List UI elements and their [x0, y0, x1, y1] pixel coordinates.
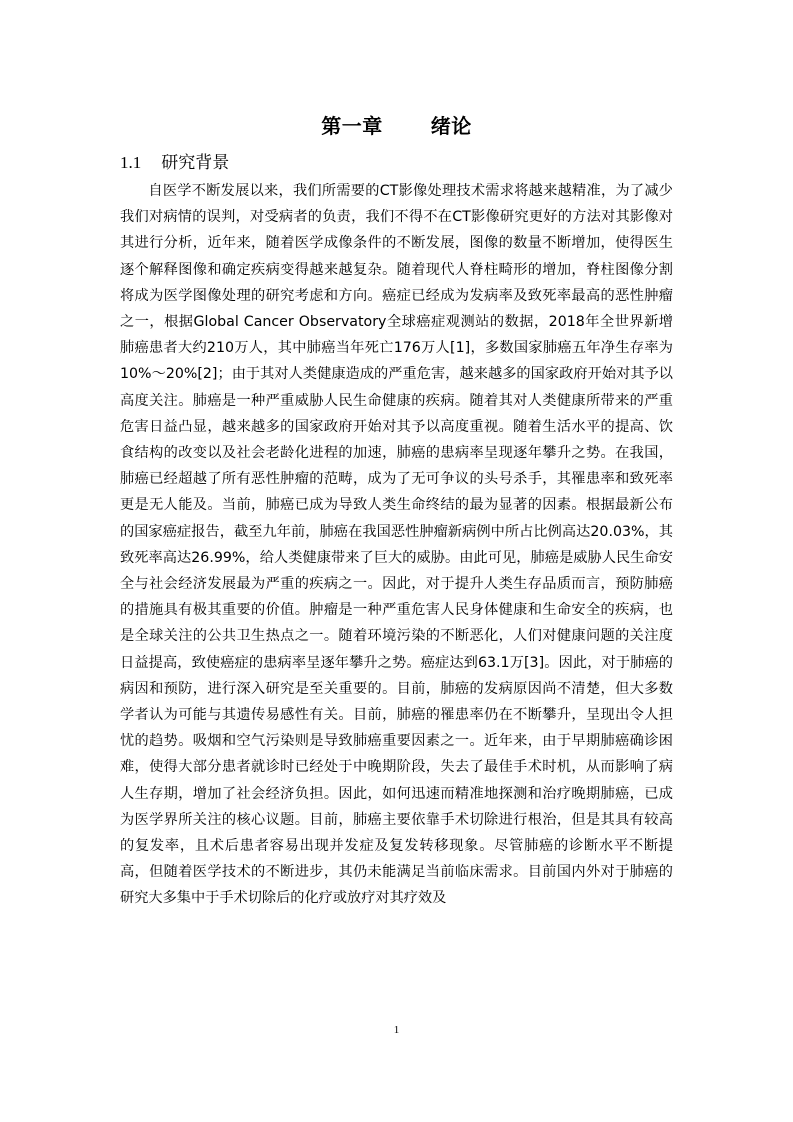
section-number: 1.1	[120, 153, 142, 172]
body-paragraph: 自医学不断发展以来，我们所需要的CT影像处理技术需求将越来越精准，为了减少我们对病情的误判，对受病者的负责，我们不得不在CT影像研究更好的方法对其影像对其进行分析，近年来，随着医学成像条件的不断发展，图像的数量不断增加，使得医生逐个解释图像和确定疾病变得越来越复杂。随着现代人脊柱畸形的增加，脊柱图像分割将成为医学图像处理的研究考虑和方向。癌症已经成为发病率及致死率最高的恶性肿瘤之一，根据Global Cancer Observatory全球癌症观测站的数据，2018年全世界新增肺癌患者大约210万人，其中肺癌当年死亡176万人[1]，多数国家肺癌五年净生存率为10%～20%[2]；由于其对人类健康造成的严重危害，越来越多的国家政府开始对其予以高度关注。肺癌是一种严重威胁人民生命健康的疾病。随着其对人类健康所带来的严重危害日益凸显，越来越多的国家政府开始对其予以高度重视。随着生活水平的提高、饮食结构的改变以及社会老龄化进程的加速，肺癌的患病率呈现逐年攀升之势。在我国，肺癌已经超越了所有恶性肿瘤的范畴，成为了无可争议的头号杀手，其罹患率和致死率更是无人能及。当前，肺癌已成为导致人类生命终结的最为显著的因素。根据最新公布的国家癌症报告，截至九年前，肺癌在我国恶性肿瘤新病例中所占比例高达20.03%，其致死率高达26.99%，给人类健康带来了巨大的威胁。由此可见，肺癌是威胁人民生命安全与社会经济发展最为严重的疾病之一。因此，对于提升人类生存品质而言，预防肺癌的措施具有极其重要的价值。肿瘤是一种严重危害人民身体健康和生命安全的疾病，也是全球关注的公共卫生热点之一。随着环境污染的不断恶化，人们对健康问题的关注度日益提高，致使癌症的患病率呈逐年攀升之势。癌症达到63.1万[3]。因此，对于肺癌的病因和预防，进行深入研究是至关重要的。目前，肺癌的发病原因尚不清楚，但大多数学者认为可能与其遗传易感性有关。目前，肺癌的罹患率仍在不断攀升，呈现出令人担忧的趋势。吸烟和空气污染则是导致肺癌重要因素之一。近年来，由于早期肺癌确诊困难，使得大部分患者就诊时已经处于中晚期阶段，失去了最佳手术时机，从而影响了病人生存期，增加了社会经济负担。因此，如何迅速而精准地探测和治疗晚期肺癌，已成为医学界所关注的核心议题。目前，肺癌主要依靠手术切除进行根治，但是其具有较高的复发率，且术后患者容易出现并发症及复发转移现象。尽管肺癌的诊断水平不断提高，但随着医学技术的不断进步，其仍未能满足当前临床需求。目前国内外对于肺癌的研究大多集中于手术切除后的化疗或放疗对其疗效及	[120, 183, 673, 907]
chapter-number-label: 第一章	[321, 114, 383, 138]
chapter-title	[0, 110, 793, 139]
section-heading	[120, 148, 229, 173]
chapter-title-text: 绪论	[430, 114, 472, 138]
section-title: 研究背景	[161, 153, 230, 173]
page-number: 1	[393, 1024, 400, 1036]
